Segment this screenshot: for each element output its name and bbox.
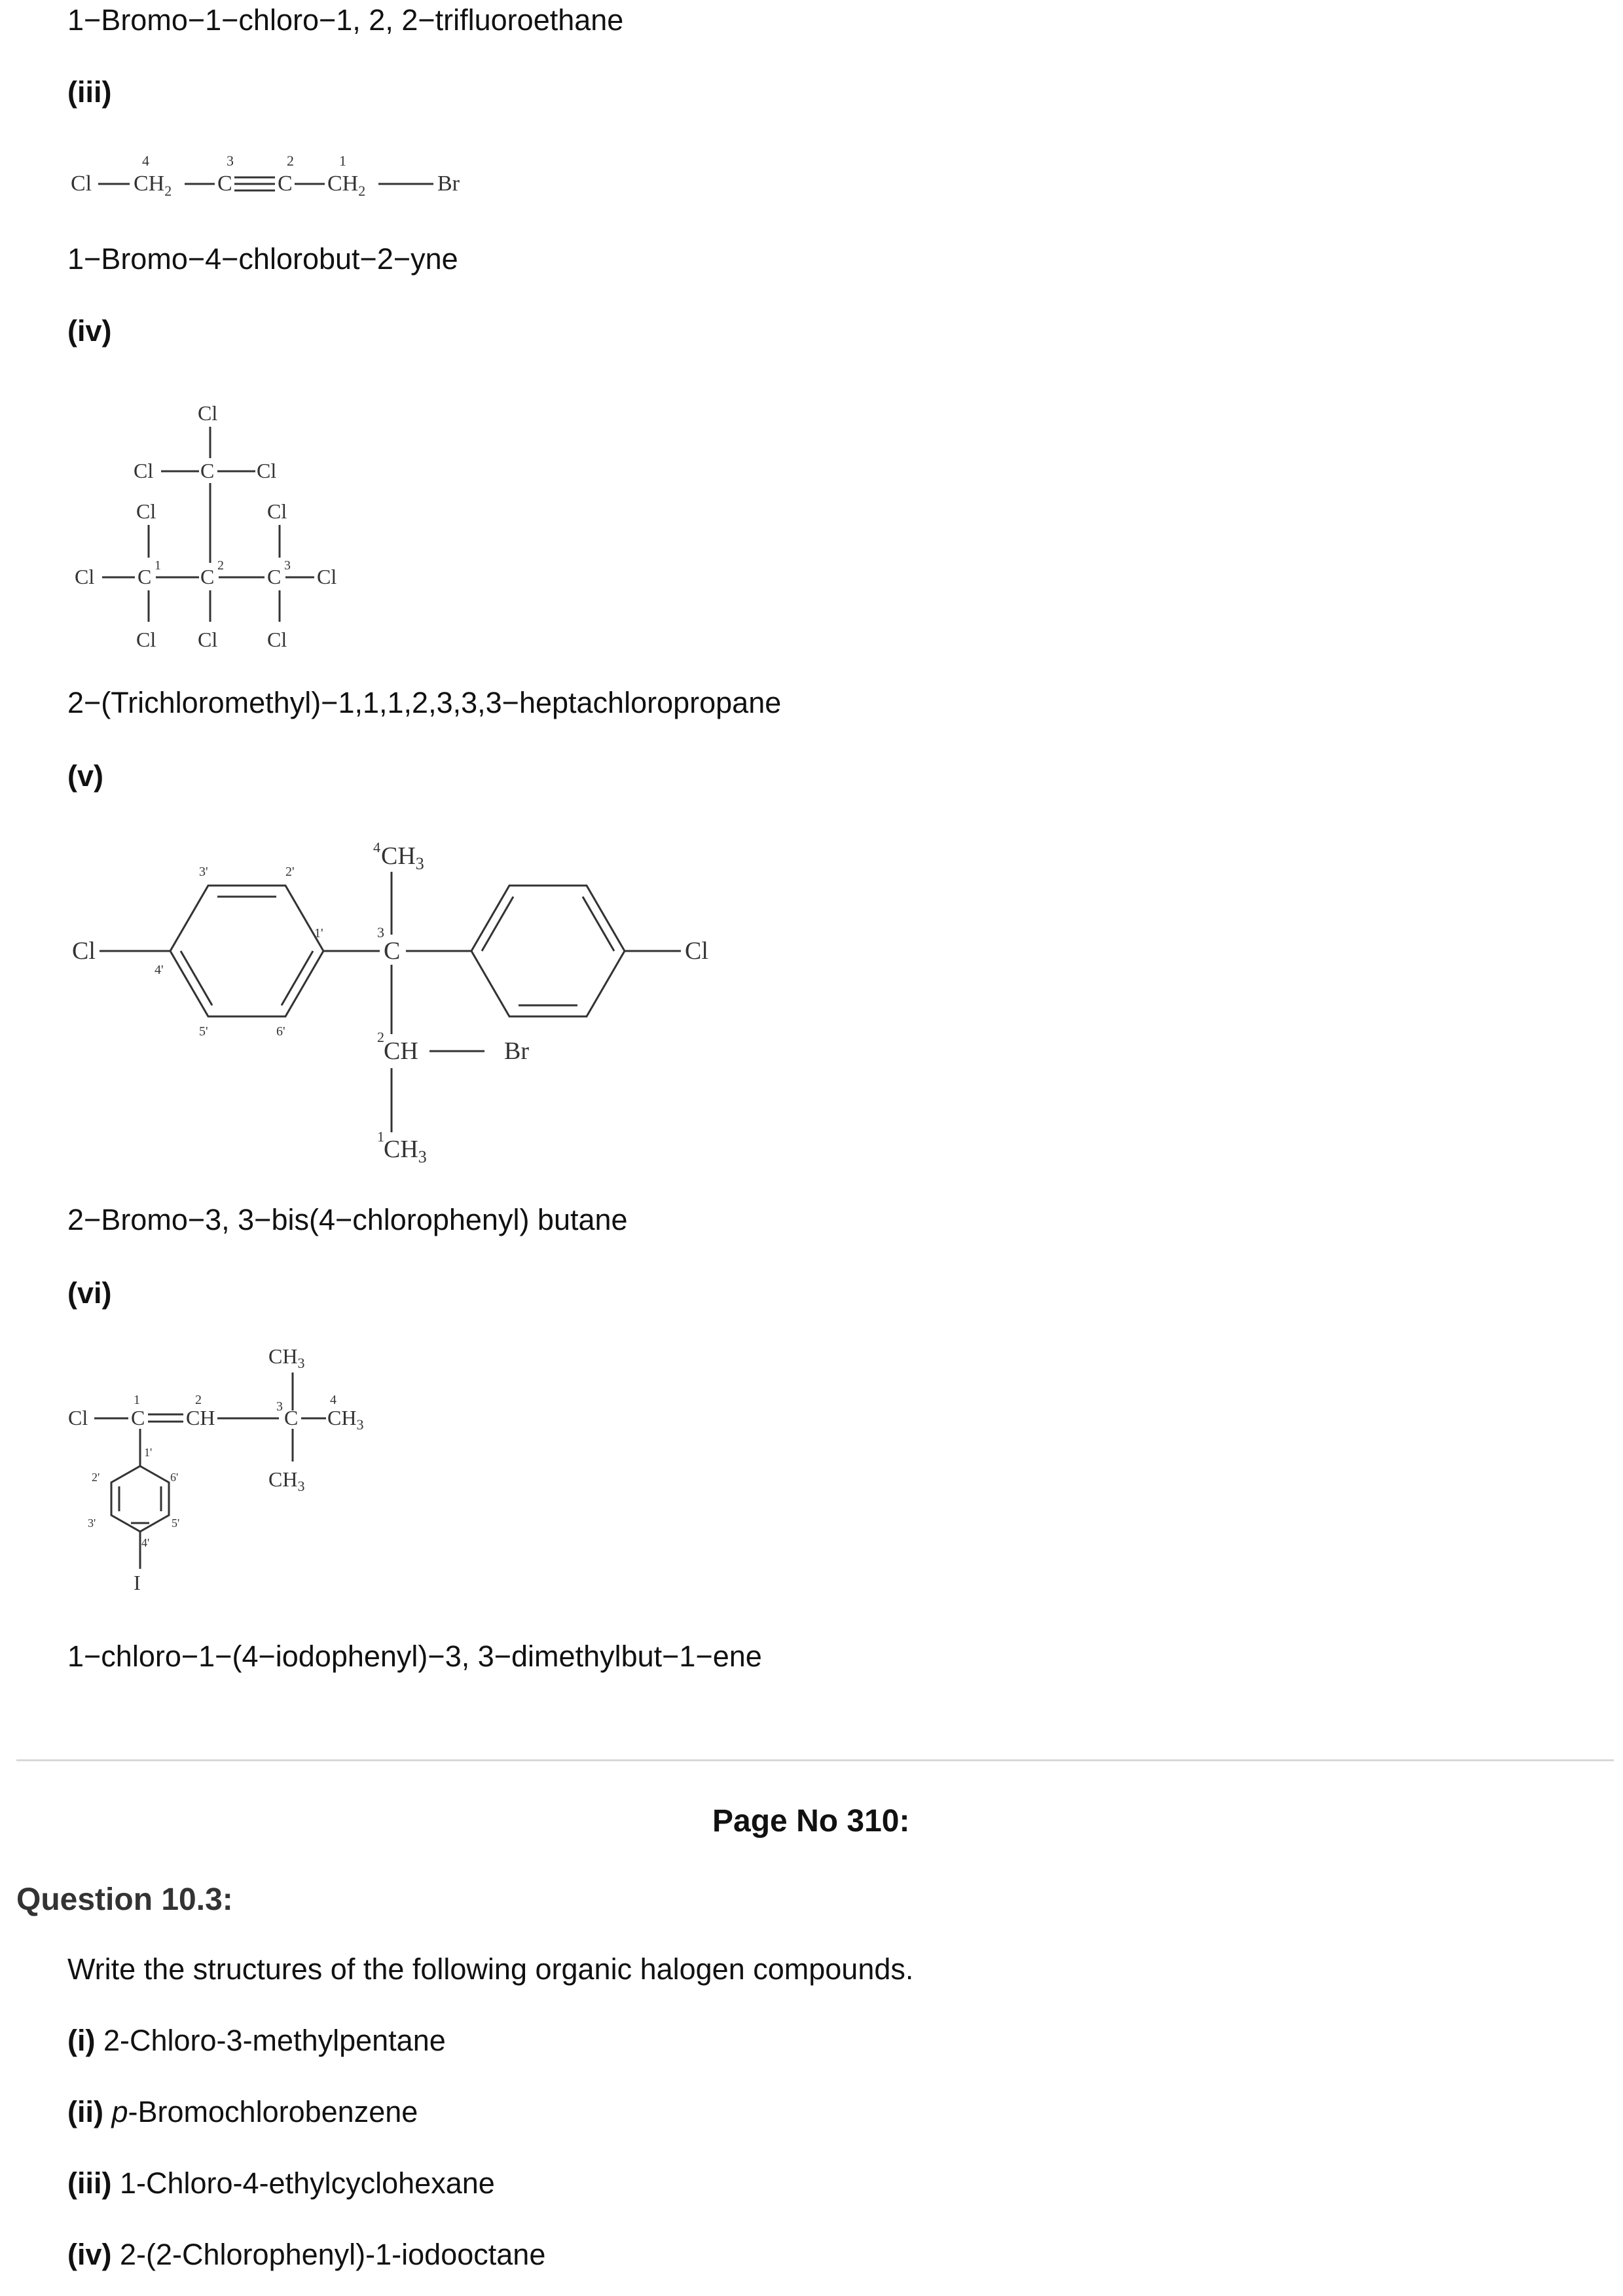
v-r4: 4' (155, 963, 164, 977)
iv-c-top: C (200, 459, 215, 482)
vi-c1: C (131, 1406, 145, 1429)
iv-cl-c3-right: Cl (317, 565, 337, 588)
iii-br: Br (437, 171, 460, 196)
iii-ch2b: $CH_2$ (327, 171, 366, 199)
iv-cl-c3-up: Cl (267, 499, 287, 523)
part-iii-label: (iii) (67, 75, 112, 109)
vi-i: I (134, 1571, 141, 1594)
v-ring-left (170, 886, 323, 1016)
question-item: (ii) p-Bromochlorobenzene (67, 2095, 418, 2128)
part-v-structure (65, 825, 746, 1165)
part-iv-structure (65, 393, 367, 661)
v-n2: 2 (377, 1029, 384, 1045)
iv-c2: C (200, 565, 215, 588)
page-number: Page No 310: (712, 1804, 910, 1839)
vi-r6: 6' (170, 1471, 179, 1484)
v-r1: 1' (314, 926, 323, 941)
iv-cl-left: Cl (134, 459, 154, 482)
iv-n3: 3 (284, 558, 291, 573)
v-n4: 4 (373, 839, 380, 855)
part-iii-structure (65, 147, 484, 206)
v-ch3-bottom: $CH_3$ (384, 1136, 427, 1166)
part-iv-name: 2−(Trichloromethyl)−1,1,1,2,3,3,3−heptachloropropane (67, 686, 782, 719)
iii-n3: 3 (227, 152, 234, 169)
iii-n2: 2 (287, 152, 294, 169)
v-r2: 2' (285, 865, 295, 879)
question-item: (iv) 2-(2-Chlorophenyl)-1-iodooctane (67, 2238, 546, 2271)
v-cl-right: Cl (685, 937, 708, 965)
v-ch: CH (384, 1037, 418, 1065)
v-n3: 3 (377, 924, 384, 941)
v-r3: 3' (199, 865, 208, 879)
vi-ch: CH (186, 1406, 215, 1429)
iv-n1: 1 (155, 558, 161, 573)
vi-ch3-right: $CH_3$ (327, 1406, 364, 1433)
v-cl-left: Cl (72, 937, 96, 965)
vi-n4: 4 (330, 1393, 337, 1407)
v-ring-right (471, 886, 625, 1016)
vi-r5: 5' (172, 1516, 180, 1530)
iii-cl: Cl (71, 171, 92, 196)
iv-c3: C (267, 565, 282, 588)
v-r5: 5' (199, 1024, 208, 1039)
part-vi-name: 1−chloro−1−(4−iodophenyl)−3, 3−dimethylbut−1−ene (67, 1640, 762, 1673)
question-item: (i) 2-Chloro-3-methylpentane (67, 2024, 446, 2057)
v-c3: C (384, 937, 401, 965)
iv-cl-c2-down: Cl (198, 628, 218, 651)
iv-n2: 2 (217, 558, 224, 573)
iv-c1: C (137, 565, 152, 588)
vi-n1: 1 (134, 1393, 140, 1407)
part-vi-label: (vi) (67, 1276, 112, 1310)
vi-r1: 1' (144, 1446, 153, 1459)
iii-n4: 4 (142, 152, 149, 169)
part-iv-label: (iv) (67, 314, 112, 348)
vi-r2: 2' (92, 1471, 100, 1484)
previous-compound-name: 1−Bromo−1−chloro−1, 2, 2−trifluoroethane (67, 3, 624, 37)
iv-cl-right: Cl (257, 459, 277, 482)
iv-cl-top: Cl (198, 401, 218, 425)
vi-ch3-top: $CH_3$ (268, 1344, 305, 1371)
iv-cl-c1-left: Cl (75, 565, 95, 588)
vi-r3: 3' (88, 1516, 96, 1530)
vi-n3: 3 (276, 1399, 283, 1414)
iv-cl-c1-up: Cl (136, 499, 156, 523)
iv-cl-c1-down: Cl (136, 628, 156, 651)
vi-ch3-bottom: $CH_3$ (268, 1467, 305, 1494)
question-item: (iii) 1-Chloro-4-ethylcyclohexane (67, 2166, 495, 2200)
iii-c3: C (217, 171, 232, 196)
question-prompt: Write the structures of the following organic halogen compounds. (67, 1952, 914, 1986)
iv-cl-c3-down: Cl (267, 628, 287, 651)
iii-ch2a: $CH_2$ (134, 171, 172, 199)
part-iii-name: 1−Bromo−4−chlorobut−2−yne (67, 242, 458, 276)
iii-c2: C (278, 171, 293, 196)
vi-r4: 4' (141, 1536, 150, 1549)
v-n1: 1 (377, 1128, 384, 1145)
vi-n2: 2 (195, 1393, 202, 1407)
v-ch3-top: $CH_3$ (381, 842, 424, 873)
part-v-name: 2−Bromo−3, 3−bis(4−chlorophenyl) butane (67, 1203, 628, 1236)
part-vi-structure (65, 1338, 406, 1607)
vi-cl: Cl (68, 1406, 88, 1429)
v-r6: 6' (276, 1024, 285, 1039)
v-br: Br (504, 1037, 529, 1065)
iii-n1: 1 (339, 152, 346, 169)
section-divider (16, 1759, 1614, 1761)
question-title: Question 10.3: (16, 1882, 233, 1917)
vi-c3: C (284, 1406, 299, 1429)
part-v-label: (v) (67, 759, 103, 793)
